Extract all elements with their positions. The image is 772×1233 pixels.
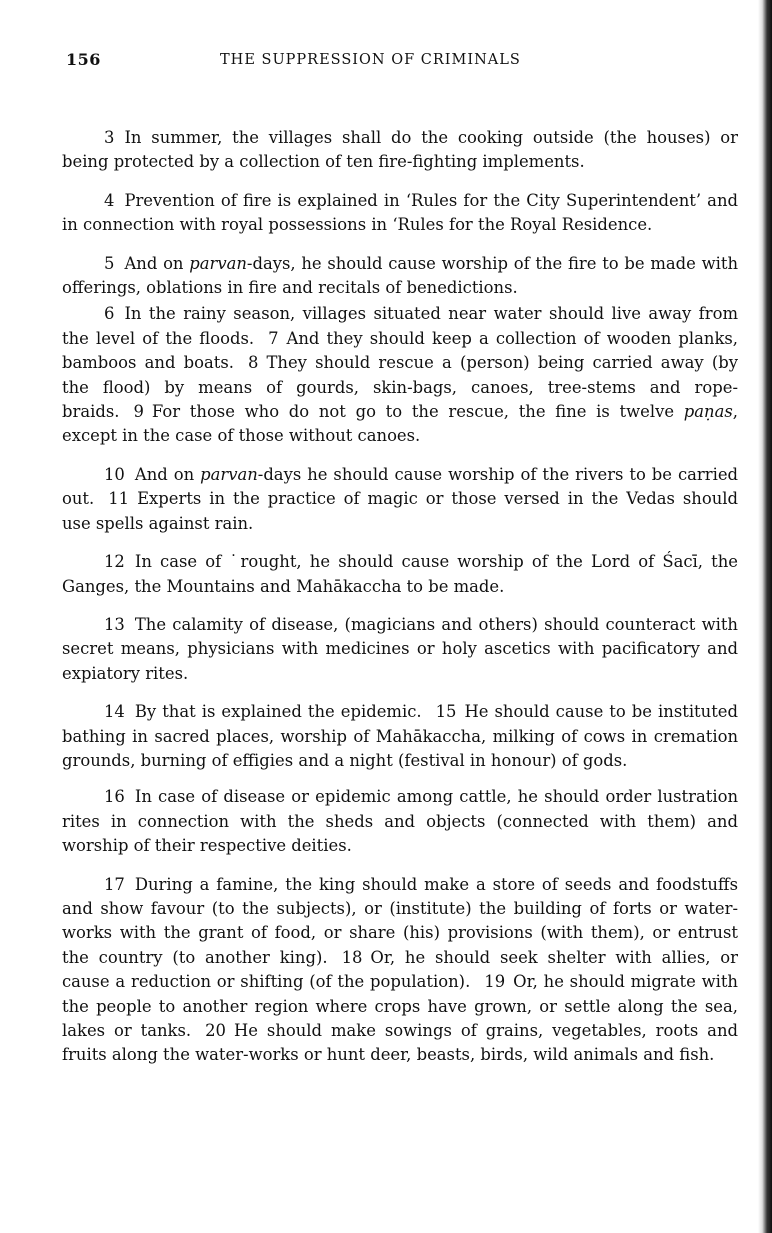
page-header (60, 48, 740, 76)
page-edge-shadow (758, 0, 772, 1233)
paragraph-text: And they should keep a collection of wooden planks, bamboos and boats. (62, 328, 739, 373)
paragraph-5 (62, 252, 738, 301)
paragraph-4 (62, 189, 738, 238)
paragraph-text: -days he should cause worship of the rivers to be carried out. (62, 464, 739, 509)
paragraph-text: And on (124, 253, 190, 273)
paragraph-12 (62, 550, 738, 599)
sutra-number: 15 (435, 702, 457, 722)
italic-term: parvan (200, 464, 258, 484)
sutra-number: 8 (248, 353, 259, 373)
page-number: 156 (66, 50, 101, 69)
sutra-number: 3 (104, 128, 115, 147)
paragraph-text: And on (134, 464, 201, 484)
paragraph-text: They should rescue a (person) being carried away (by the flood) by means of gourds, skin-bags, canoes, tree-stems and rope-braids. (62, 353, 738, 422)
paragraph-text: In case of ˙rought, he should cause worship of the Lord of Śacī, the Ganges, the Mountains and Mahākaccha to be made. (62, 552, 738, 596)
running-head: THE SUPPRESSION OF CRIMINALS (220, 52, 521, 68)
paragraph-14 (62, 700, 738, 773)
paragraph-text: Experts in the practice of magic or those versed in the Vedas should use spells against rain. (62, 489, 738, 533)
sutra-number: 7 (268, 328, 279, 348)
paragraph-text: For those who do not go to the rescue, the fine is twelve (151, 402, 684, 422)
paragraph-text: Or, he should seek shelter with allies, or cause a reduction or shifting (of the population). (62, 947, 739, 992)
sutra-number: 9 (133, 402, 144, 422)
sutra-number: 13 (104, 614, 125, 634)
paragraph-13 (62, 613, 738, 686)
sutra-number: 5 (104, 253, 115, 273)
sutra-number: 11 (108, 489, 130, 509)
paragraph-6 (62, 302, 738, 448)
sutra-number: 16 (104, 787, 125, 807)
sutra-number: 14 (104, 702, 125, 722)
sutra-number: 18 (341, 947, 363, 967)
italic-term: parvan (189, 253, 247, 273)
paragraph-text: By that is explained the epidemic. (134, 702, 422, 722)
paragraph-text: Prevention of fire is explained in ‘Rules for the City Superintendent’ and in connection with royal possessions in ‘Rules for the Royal Residence. (62, 190, 738, 235)
sutra-number: 6 (104, 304, 115, 324)
paragraph-text: He should cause to be instituted bathing in sacred places, worship of Mahākaccha, milking of cows in cremation grounds, burning of effigies and a night (festival in honour) of gods. (62, 702, 738, 770)
paragraph-text: , except in the case of those without canoes. (62, 402, 738, 446)
paragraph-text: In summer, the villages shall do the cooking outside (the houses) or being protected by a collection of ten fire-fighting implements. (62, 128, 738, 172)
paragraph-16 (62, 785, 738, 858)
paragraph-text: During a famine, the king should make a store of seeds and foodstuffs and show favour (to the subjects), or (institute) the building of forts or water-works with the grant of food, or share (his) provisions (with them), or entrust the country (to another king). (62, 874, 738, 967)
sutra-number: 19 (484, 972, 506, 992)
page-body (62, 126, 738, 1068)
sutra-number: 10 (104, 464, 125, 484)
paragraph-text: He should make sowings of grains, vegetables, roots and fruits along the water-works or hunt deer, beasts, birds, wild animals and fish. (62, 1021, 739, 1065)
paragraph-text: Or, he should migrate with the people to another region where crops have grown, or settle along the sea, lakes or tanks. (62, 972, 738, 1040)
sutra-number: 17 (104, 874, 125, 894)
paragraph-17 (62, 873, 738, 1068)
sutra-number: 12 (104, 552, 125, 572)
paragraph-text: In the rainy season, villages situated near water should live away from the level of the floods. (62, 304, 738, 348)
paragraph-text: In case of disease or epidemic among cattle, he should order lustration rites in connection with the sheds and objects (connected with them) and worship of their respective deities. (62, 787, 738, 856)
sutra-number: 4 (104, 190, 115, 210)
sutra-number: 20 (205, 1021, 226, 1040)
paragraph-10 (62, 463, 738, 536)
paragraph-text: -days, he should cause worship of the fire to be made with offerings, oblations in fire and recitals of benedictions. (62, 253, 738, 298)
paragraph-3 (62, 126, 738, 175)
italic-term: paṇas (683, 402, 733, 422)
paragraph-text: The calamity of disease, (magicians and others) should counteract with secret means, physicians with medicines or holy ascetics with pacificatory and expiatory rites. (62, 614, 738, 683)
